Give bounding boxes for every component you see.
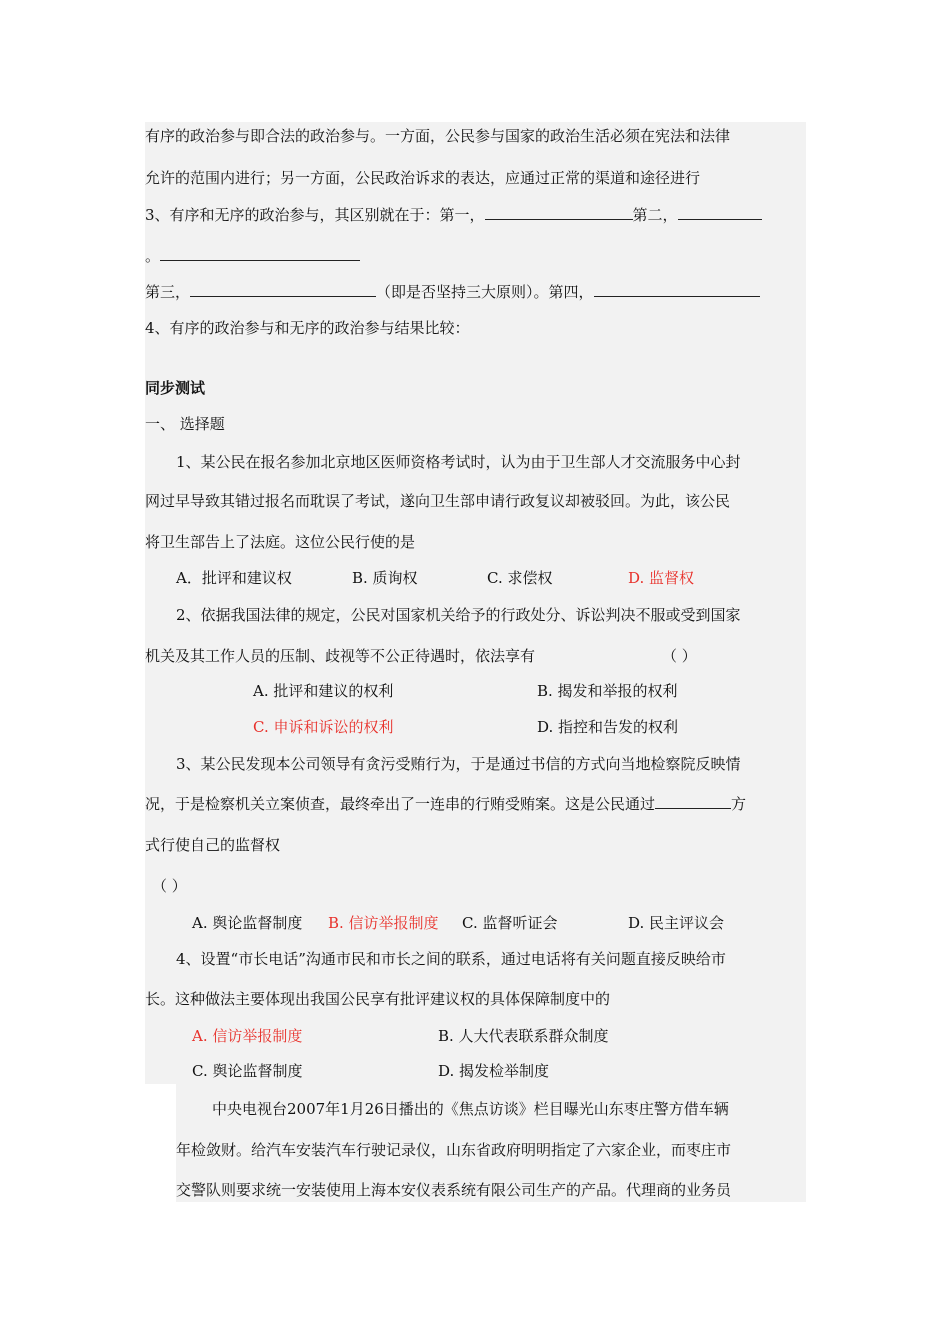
section-title: 同步测试 bbox=[145, 379, 206, 397]
q3-option-d[interactable]: D. 民主评议会 bbox=[628, 914, 725, 932]
q1-option-c[interactable]: C. 求偿权 bbox=[487, 569, 553, 587]
passage-line-3: 交警队则要求统一安装使用上海本安仪表系统有限公司生产的产品。代理商的业务员 bbox=[176, 1181, 732, 1199]
question-2-line-2: 机关及其工作人员的压制、歧视等不公正待遇时，依法享有 bbox=[145, 647, 536, 665]
question-3-line-2-tail: 方 bbox=[731, 795, 747, 813]
question-2-paren: （ ） bbox=[662, 647, 697, 665]
q1-option-d-answer[interactable]: D. 监督权 bbox=[628, 569, 695, 587]
q4-option-c[interactable]: C. 舆论监督制度 bbox=[192, 1062, 303, 1080]
passage-line-1: 中央电视台2007年1月26日播出的《焦点访谈》栏目曝光山东枣庄警方借车辆 bbox=[212, 1100, 729, 1118]
q2-option-d[interactable]: D. 指控和告发的权利 bbox=[537, 718, 679, 736]
fill-third-label: 第三， bbox=[145, 283, 191, 301]
q3-option-b-answer[interactable]: B. 信访举报制度 bbox=[328, 914, 439, 932]
shaded-block-main bbox=[145, 122, 806, 1084]
q4-option-d[interactable]: D. 揭发检举制度 bbox=[438, 1062, 550, 1080]
q3-answer-blank[interactable] bbox=[655, 794, 731, 809]
question-3-paren: （ ） bbox=[152, 877, 187, 895]
intro-line-2: 允许的范围内进行；另一方面，公民政治诉求的表达，应通过正常的渠道和途径进行 bbox=[145, 169, 701, 187]
fill-question-3-line-2 bbox=[145, 246, 360, 266]
q3-option-c[interactable]: C. 监督听证会 bbox=[462, 914, 558, 932]
intro-line-1: 有序的政治参与即合法的政治参与。一方面，公民参与国家的政治生活必须在宪法和法律 bbox=[145, 127, 731, 145]
q3-option-a[interactable]: A. 舆论监督制度 bbox=[192, 914, 303, 932]
q4-option-b[interactable]: B. 人大代表联系群众制度 bbox=[438, 1027, 609, 1045]
question-4-line-1: 4、设置“市长电话”沟通市民和市长之间的联系，通过电话将有关问题直接反映给市 bbox=[176, 950, 726, 968]
fill-third-note: （即是否坚持三大原则）。第四， bbox=[376, 283, 594, 301]
fill-question-3-line-1 bbox=[145, 205, 762, 225]
q2-option-c-answer[interactable]: C. 申诉和诉讼的权利 bbox=[253, 718, 394, 736]
fill-question-3-line-3 bbox=[145, 282, 760, 302]
question-1-line-2: 网过早导致其错过报名而耽误了考试，遂向卫生部申请行政复议却被驳回。为此，该公民 bbox=[145, 492, 731, 510]
question-3-line-3: 式行使自己的监督权 bbox=[145, 836, 281, 854]
passage-line-2: 年检敛财。给汽车安装汽车行驶记录仪，山东省政府明明指定了六家企业，而枣庄市 bbox=[176, 1141, 732, 1159]
q1-option-b[interactable]: B. 质询权 bbox=[352, 569, 418, 587]
question-1-line-3: 将卫生部告上了法庭。这位公民行使的是 bbox=[145, 533, 416, 551]
answer-blank-fourth[interactable] bbox=[594, 282, 760, 297]
answer-blank-second[interactable] bbox=[678, 205, 762, 220]
fill-second-label: 第二， bbox=[632, 206, 678, 224]
question-3-line-2-text: 况，于是检察机关立案侦查，最终牵出了一连串的行贿受贿案。这是公民通过 bbox=[145, 795, 656, 813]
q4-option-a-answer[interactable]: A. 信访举报制度 bbox=[192, 1027, 303, 1045]
question-2-line-1: 2、依据我国法律的规定，公民对国家机关给予的行政处分、诉讼判决不服或受到国家 bbox=[176, 606, 741, 624]
fill-question-4: 4、有序的政治参与和无序的政治参与结果比较： bbox=[145, 319, 470, 337]
part-1-title: 一、 选择题 bbox=[145, 415, 225, 433]
question-3-line-1: 3、某公民发现本公司领导有贪污受贿行为，于是通过书信的方式向当地检察院反映情 bbox=[176, 755, 741, 773]
answer-blank-third[interactable] bbox=[190, 282, 376, 297]
answer-blank-continued[interactable] bbox=[160, 246, 360, 261]
question-1-line-1: 1、某公民在报名参加北京地区医师资格考试时，认为由于卫生部人才交流服务中心封 bbox=[176, 453, 741, 471]
q2-option-a[interactable]: A. 批评和建议的权利 bbox=[253, 682, 394, 700]
fill-question-3-prefix: 3、有序和无序的政治参与，其区别就在于：第一， bbox=[145, 206, 485, 224]
fill-period: 。 bbox=[145, 247, 161, 265]
q1-option-a[interactable]: A．批评和建议权 bbox=[176, 569, 292, 587]
question-4-line-2: 长。这种做法主要体现出我国公民享有批评建议权的具体保障制度中的 bbox=[145, 990, 611, 1008]
answer-blank-first[interactable] bbox=[485, 205, 633, 220]
question-3-line-2 bbox=[145, 794, 746, 814]
q2-option-b[interactable]: B. 揭发和举报的权利 bbox=[537, 682, 678, 700]
